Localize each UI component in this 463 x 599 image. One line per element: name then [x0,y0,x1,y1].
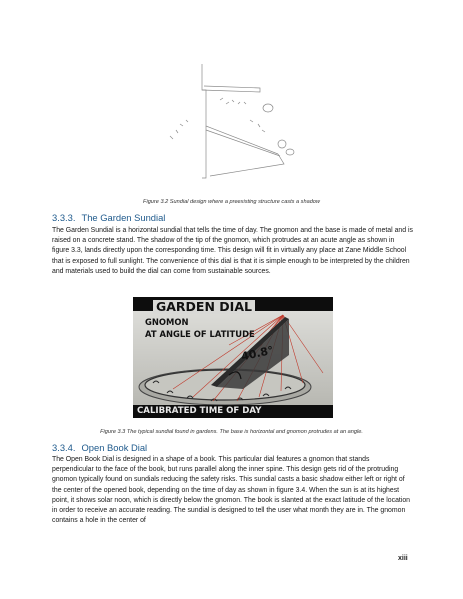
open-book-dial-paragraph: The Open Book Dial is designed in a shape of a book. This particular dial features a gnomon that stands perpendicular to the face of the book, but runs parallel along the inner spine. This design gets rid of the protruding gnomon typically found on sundials reducing the safety risks. This sundial casts a basic shadow either left or right of the center of the opened book, depending on the time of day as shown in figure 3.4. When the sun is at its highest point, it shows solar noon, which is directly below the gnomon. The book is slanted at the exact latitude of the location in order to receive an accurate reading. The sundial is designed to tell the user what month they are in. The gnomon contains a hole in the center of [52,456,411,525]
photo-label-angle-value: 40.8° [240,343,275,364]
section-heading-garden-sundial [52,212,165,223]
photo-label-calibrated-time: CALIBRATED TIME OF DAY [137,406,262,416]
photo-label-gnomon: GNOMON [145,317,189,327]
section-heading-open-book-dial [52,442,147,453]
page-number: xiii [398,555,408,562]
section-title: The Garden Sundial [81,212,166,223]
figure-3-2-caption: Figure 3.2 Sundial design where a preexisting structure casts a shadow [143,199,320,205]
photo-label-angle-of-latitude: AT ANGLE OF LATITUDE [145,329,255,339]
photo-label-garden-dial: GARDEN DIAL [153,300,255,314]
garden-dial-drawing [133,297,333,418]
figure-3-3-caption: Figure 3.3 The typical sundial found in gardens. The base is horizontal and gnomon protrudes at an angle. [100,429,363,435]
section-number: 3.3.4. [52,442,76,453]
figure-3-2-sketch [150,60,310,190]
section-number: 3.3.3. [52,212,76,223]
section-title: Open Book Dial [81,442,148,453]
figure-3-3-photo [133,297,333,418]
garden-sundial-paragraph: The Garden Sundial is a horizontal sundial that tells the time of day. The gnomon and the base is made of metal and is raised on a concrete stand. The shadow of the tip of the gnomon, which protrudes at an acute angle as shown in figure 3.3, lands directly upon the corresponding time. This design will fit in virtually any place at Zane Middle School that is exposed to full sunlight. The convenience of this dial is that it is simple enough to be interpreted by the children and materials used to build the dial can come from sustainable sources. [52,227,413,275]
